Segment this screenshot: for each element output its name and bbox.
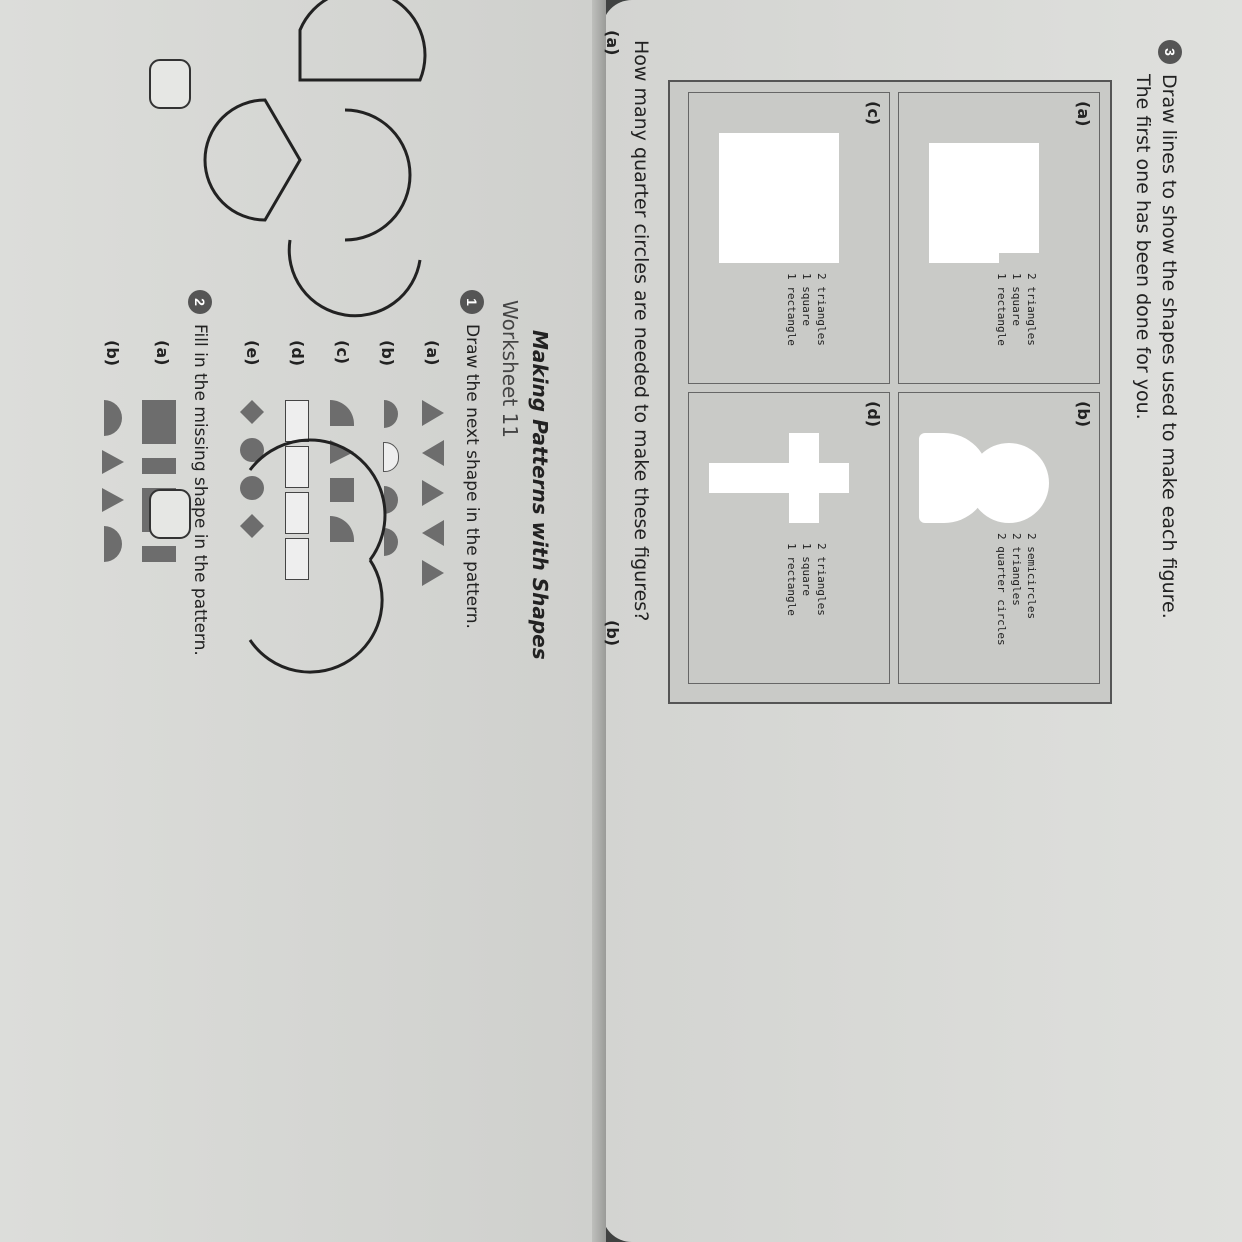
- figure-a-part-1: 2 triangles: [1025, 273, 1038, 346]
- figure-c-part-3: 1 rectangle: [785, 273, 798, 346]
- q2-instruction: Fill in the missing shape in the pattern.: [190, 324, 210, 656]
- q2-a-label: (a): [153, 340, 172, 366]
- figure-b-part-3: 2 quarter circles: [995, 533, 1008, 646]
- q4-a-label: (a): [603, 30, 622, 56]
- answer-box-b[interactable]: [150, 490, 190, 538]
- q1-d-label: (d): [288, 340, 307, 367]
- answer-box-a[interactable]: [150, 60, 190, 108]
- worksheet-title: Making Patterns with Shapes: [528, 330, 552, 660]
- figure-d-part-2: 1 square: [800, 543, 813, 596]
- fig-a-quarter-3: [345, 110, 410, 240]
- figure-d-part-3: 1 rectangle: [785, 543, 798, 616]
- q1-b-label: (b): [378, 340, 397, 367]
- q2-b-label: (b): [103, 340, 122, 367]
- fig-a-quarter-1: [300, 0, 425, 80]
- q3-instruction-line1: Draw lines to show the shapes used to make each figure.: [1158, 74, 1180, 619]
- figure-b-part-2: 2 triangles: [1010, 533, 1023, 606]
- figure-a-part-3: 1 rectangle: [995, 273, 1008, 346]
- fig-b-arc-1: [250, 440, 385, 560]
- figure-c-part-1: 2 triangles: [815, 273, 828, 346]
- q1-instruction: Draw the next shape in the pattern.: [462, 324, 482, 629]
- q4-text: How many quarter circles are needed to make these figures?: [630, 40, 652, 622]
- q4-b-label: (b): [603, 620, 622, 647]
- figure-c-label: (c): [864, 101, 883, 126]
- question-3-number: 3: [1158, 40, 1182, 64]
- question-1-number: 1: [460, 290, 484, 314]
- q1-e-label: (e): [243, 340, 262, 366]
- q3-instruction-line2: The first one has been done for you.: [1132, 74, 1154, 420]
- figure-b-part-1: 2 semicircles: [1025, 533, 1038, 620]
- question-2-number: 2: [188, 290, 212, 314]
- figure-c-part-2: 1 square: [800, 273, 813, 326]
- figure-a-label: (a): [1074, 101, 1093, 127]
- q1-a-label: (a): [423, 340, 442, 366]
- fig-a-quarter-2: [205, 100, 300, 220]
- figure-d-label: (d): [864, 401, 883, 428]
- q1-c-label: (c): [333, 340, 352, 365]
- figure-b-label: (b): [1074, 401, 1093, 428]
- figure-d-part-1: 2 triangles: [815, 543, 828, 616]
- fig-a-quarter-4: [289, 240, 420, 316]
- fig-b-arc-2: [250, 560, 382, 672]
- figure-a-part-2: 1 square: [1010, 273, 1023, 326]
- worksheet-subtitle: Worksheet 11: [498, 300, 522, 438]
